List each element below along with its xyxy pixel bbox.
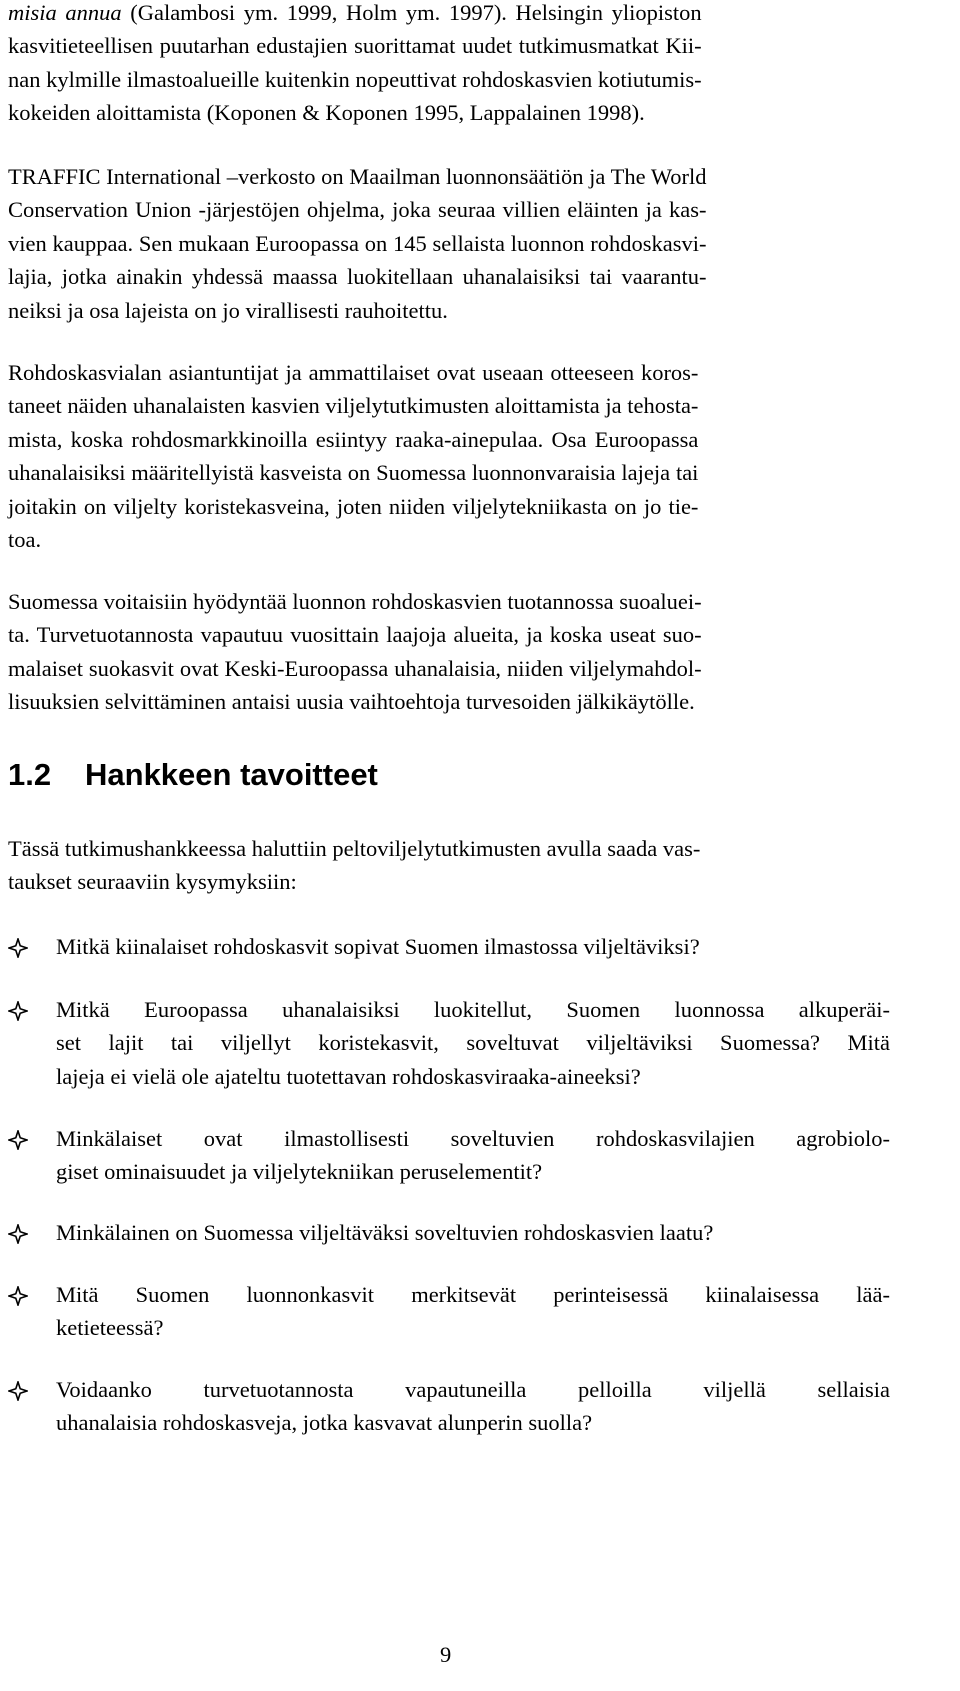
text-line: lisuuksien selvittäminen antaisi uusia vaihtoehtoja turvesoiden jälkikäytölle. <box>8 689 695 715</box>
text-line <box>8 0 702 29</box>
text-line: Rohdoskasvialan asiantuntijat ja ammattilaiset ovat useaan otteeseen koros- <box>8 360 699 385</box>
text-line: Minkälainen on Suomessa viljeltäväksi soveltuvien rohdoskasvien laatu? <box>56 1220 714 1245</box>
four-pointed-star-outline-icon <box>8 1001 28 1021</box>
section-title: Hankkeen tavoitteet <box>85 757 378 792</box>
text-line: Mitä Suomen luonnonkasvit merkitsevät perinteisessä kiinalaisessa lää- <box>56 1282 890 1307</box>
text-line: lajeja ei vielä ole ajateltu tuotettavan rohdoskasviraaka-aineeksi? <box>56 1063 641 1089</box>
text-line: kasvitieteellisen puutarhan edustajien suorittamat uudet tutkimusmatkat Kii- <box>8 33 702 59</box>
text-line: Conservation Union -järjestöjen ohjelma, joka seuraa villien eläinten ja kas- <box>8 197 707 223</box>
text-line: ta. Turvetuotannosta vapautuu vuosittain laajoja alueita, ja koska useat suo- <box>8 622 702 648</box>
four-pointed-star-outline-icon <box>8 1381 28 1401</box>
text-line: set lajit tai viljellyt koristekasvit, soveltuvat viljeltäviksi Suomessa? Mitä <box>56 1030 890 1056</box>
text-line: Tässä tutkimushankkeessa haluttiin peltoviljelytutkimusten avulla saada vas- <box>8 836 701 861</box>
text-fragment: (Galambosi ym. 1999, Holm ym. 1997). Helsingin yliopiston <box>121 0 702 25</box>
four-pointed-star-outline-icon <box>8 1286 28 1306</box>
text-line: nan kylmille ilmastoalueille kuitenkin nopeuttivat rohdoskasvien kotiutumis- <box>8 66 702 92</box>
text-line: TRAFFIC International –verkosto on Maailman luonnonsäätiön ja The World <box>8 164 707 189</box>
text-line: Mitkä kiinalaiset rohdoskasvit sopivat Suomen ilmastossa viljeltäviksi? <box>56 934 700 959</box>
text-line: joitakin on viljelty koristekasveina, joten niiden viljelytekniikasta on jo tie- <box>8 493 699 519</box>
four-pointed-star-outline-icon <box>8 1224 28 1244</box>
text-line: neiksi ja osa lajeista on jo virallisesti rauhoitettu. <box>8 297 448 323</box>
list-item-text <box>56 1122 890 1189</box>
text-line: giset ominaisuudet ja viljelytekniikan peruselementit? <box>56 1159 543 1185</box>
text-line: lajia, jotka ainakin yhdessä maassa luokitellaan uhanalaisiksi tai vaarantu- <box>8 264 707 290</box>
paragraph-traffic <box>8 160 707 327</box>
text-line: Minkälaiset ovat ilmastollisesti soveltuvien rohdoskasvilajien agrobiolo- <box>56 1126 890 1151</box>
text-line: ketieteessä? <box>56 1315 164 1341</box>
text-line: Suomessa voitaisiin hyödyntää luonnon rohdoskasvien tuotannossa suoaluei- <box>8 589 702 614</box>
list-item-text <box>56 1373 890 1440</box>
list-item-text <box>56 930 890 963</box>
paragraph-peatlands <box>8 585 702 719</box>
list-item-text <box>56 1216 890 1249</box>
list-item-text <box>56 993 890 1093</box>
text-line: kokeiden aloittamista (Koponen & Koponen 1995, Lappalainen 1998). <box>8 100 645 126</box>
text-line: toa. <box>8 527 42 553</box>
paragraph-experts <box>8 356 698 556</box>
page-number: 9 <box>440 1642 452 1667</box>
text-line: vien kauppaa. Sen mukaan Euroopassa on 145 sellaista luonnon rohdoskasvi- <box>8 230 707 256</box>
four-pointed-star-outline-icon <box>8 1130 28 1150</box>
text-line: taneet näiden uhanalaisten kasvien viljelytutkimusten aloittamista ja tehosta- <box>8 393 699 419</box>
text-line: taukset seuraaviin kysymyksiin: <box>8 869 297 895</box>
section-number: 1.2 <box>8 757 52 792</box>
text-line: mista, koska rohdosmarkkinoilla esiintyy raaka-ainepulaa. Osa Euroopassa <box>8 426 699 452</box>
text-line: uhanalaisia rohdoskasveja, jotka kasvavat alunperin suolla? <box>56 1410 593 1436</box>
species-name-italic: misia annua <box>8 0 122 25</box>
section-heading <box>8 755 378 795</box>
text-line: Voidaanko turvetuotannosta vapautuneilla pelloilla viljellä sellaisia <box>56 1377 890 1402</box>
paragraph-intro-continuation <box>8 0 702 130</box>
text-line: malaiset suokasvit ovat Keski-Euroopassa uhanalaisia, niiden viljelymahdol- <box>8 655 702 681</box>
paragraph-research-questions-intro <box>8 832 700 899</box>
list-item-text <box>56 1278 890 1345</box>
text-line: Mitkä Euroopassa uhanalaisiksi luokitellut, Suomen luonnossa alkuperäi- <box>56 997 890 1022</box>
four-pointed-star-outline-icon <box>8 938 28 958</box>
text-line: uhanalaisiksi määritellyistä kasveista on Suomessa luonnonvaraisia lajeja tai <box>8 460 699 486</box>
